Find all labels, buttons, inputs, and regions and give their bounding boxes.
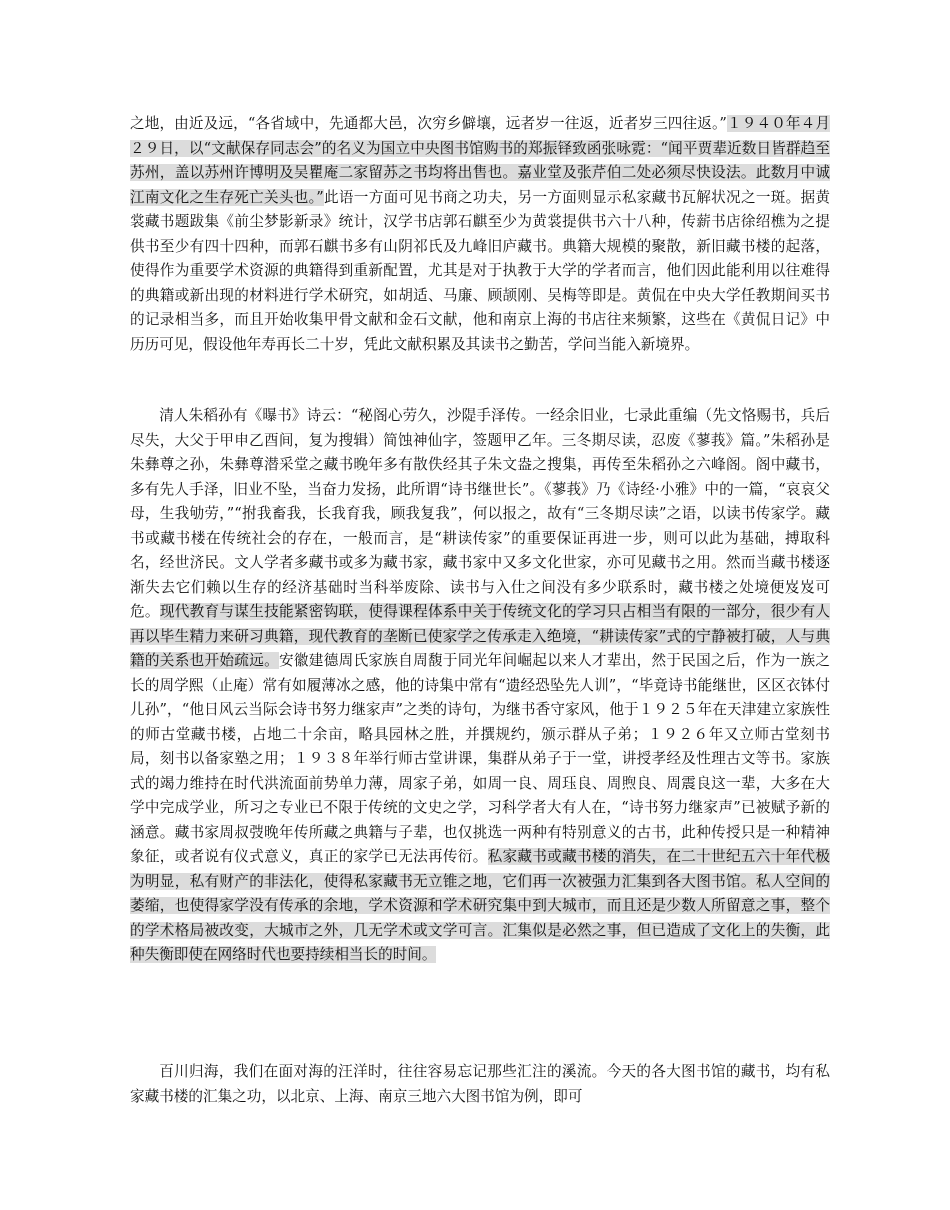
highlighted-quote-zheng-zhenduo: １９４０年４月２９日，以“文献保存同志会”的名义为国立中央图书馆购书的郑振铎致函张咏霓：“闻平贾辈近数日皆群趋至苏州，盖以苏州许博明及吴瞿庵二家留苏之书均将出售也。嘉业堂及张芹伯二处必须尽快设法。此数月中诚江南文化之生存死亡关头也。” <box>130 115 830 206</box>
highlighted-passage-private-libraries: 私家藏书或藏书楼的消失，在二十世纪五六十年代极为明显，私有财产的非法化，使得私家藏书无立锥之地，它们再一次被强力汇集到各大图书馆。私人空间的萎缩，也使得家学没有传承的余地，学术资源和学术研究集中到大城市，而且还是少数人所留意之事，整个的学术格局被改变，大城市之外，几无学术或文学可言。汇集似是必然之事，但已造成了文化上的失衡，此种失衡即使在网络时代也要持续相当长的时间。 <box>130 848 830 963</box>
paragraph-2-text-b: 安徽建德周氏家族自周馥于同光年间崛起以来人才辈出，然于民国之后，作为一族之长的周学熙（止庵）常有如履薄冰之感，他的诗集中常有“遗经恐坠先人训”，“毕竟诗书能继世，区区衣钵付儿孙”，“他日风云当际会诗书努力继家声”之类的诗句，为继书香守家风，他于１９２５年在天津建立家族性的师古堂藏书楼，占地二十余亩，略具园林之胜，并撰规约，颁示群从子弟；１９２６年又立师古堂刻书局，刻书以备家塾之用；１９３８年举行师古堂讲课，集群从弟子于一堂，讲授孝经及性理古文等书。家族式的竭力维持在时代洪流面前势单力薄，周家子弟，如周一良、周珏良、周煦良、周震良这一辈，大多在大学中完成学业，所习之专业已不限于传统的文史之学，习科学者大有人在，“诗书努力继家声”已被赋予新的涵意。藏书家周叔弢晚年传所藏之典籍与子辈，也仅挑选一两种有特别意义的古书，此种传授只是一种精神象征，或者说有仪式意义，真正的家学已无法再传衍。 <box>130 652 830 865</box>
paragraph-2-text-a: 清人朱稻孙有《曝书》诗云：“秘阁心劳久，沙隄手泽传。一经余旧业，七录此重编（先文恪赐书，兵后尽失，大父于甲申乙酉间，复为搜辑）简蚀神仙字，签题甲乙年。三冬期尽读，忍废《蓼莪》篇。”朱稻孙是朱彝尊之孙，朱彝尊潜采堂之藏书晚年多有散佚经其子朱文盎之搜集，再传至朱稻孙之六峰阁。阁中藏书，多有先人手泽，旧业不坠，当奋力发扬，此所谓“诗书继世长”。《蓼莪》乃《诗经·小雅》中的一篇，“哀哀父母，生我劬劳，”“拊我畜我，长我育我，顾我复我”，何以报之，故有“三冬期尽读”之语，以读书传家学。藏书或藏书楼在传统社会的存在，一般而言，是“耕读传家”的重要保证再进一步，则可以此为基础，搏取科名，经世济民。文人学者多藏书或多为藏书家，藏书家中又多文化世家，亦可见藏书之用。然而当藏书楼逐渐失去它们赖以生存的经济基础时当科举废除、读书与入仕之间没有多少联系时，藏书楼之处境便岌岌可危。 <box>130 407 830 620</box>
paragraph-3-text: 百川归海，我们在面对海的汪洋时，往往容易忘记那些汇注的溪流。今天的各大图书馆的藏书，均有私家藏书楼的汇集之功，以北京、上海、南京三地六大图书馆为例，即可 <box>130 1063 830 1105</box>
paragraph-1-text-a: 之地，由近及远，“各省域中，先通都大邑，次穷乡僻壤，远者岁一往返，近者岁三四往返。” <box>130 115 727 132</box>
paragraph-1-text-b: 此语一方面可见书商之功夫，另一方面则显示私家藏书瓦解状况之一斑。据黄裳藏书题跋集《前尘梦影新录》统计，汉学书店郭石麒至少为黄裳提供书六十八种，传薪书店徐绍樵为之提供书至少有四十四种，而郭石麒书多有山阴祁氏及九峰旧庐藏书。典籍大规模的聚散，新旧藏书楼的起落，使得作为重要学术资源的典籍得到重新配置，尤其是对于执教于大学的学者而言，他们因此能利用以往难得的典籍或新出现的材料进行学术研究，如胡适、马廉、顾颉刚、吴梅等即是。黄侃在中央大学任教期间买书的记录相当多，而且开始收集甲骨文献和金石文献，他和南京上海的书店往来频繁，这些在《黄侃日记》中历历可见，假设他年寿再长二十岁，凭此文献积累及其读书之勤苦，学问当能入新境界。 <box>130 188 830 353</box>
paragraph-3 <box>130 1060 830 1109</box>
paragraph-1 <box>130 112 830 357</box>
highlighted-passage-modern-education: 现代教育与谋生技能紧密钩联，使得课程体系中关于传统文化的学习只占相当有限的一部分，很少有人再以毕生精力来研习典籍，现代教育的垄断已使家学之传承走入绝境，“耕读传家”式的宁静被打破，人与典籍的关系也开始疏远。 <box>130 603 830 669</box>
paragraph-2 <box>130 404 830 968</box>
